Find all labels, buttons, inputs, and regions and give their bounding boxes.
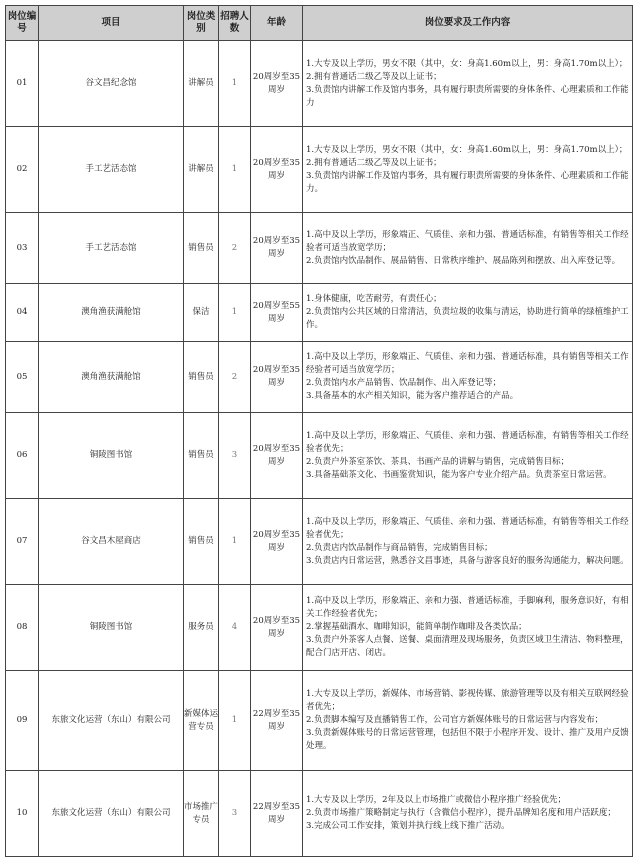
post-type-cell: 讲解员 (184, 41, 219, 127)
requirements-cell (303, 342, 633, 413)
table-row (6, 342, 633, 413)
age-cell: 20周岁至35周岁 (251, 413, 303, 499)
requirements-cell (303, 127, 633, 213)
post-id-cell: 01 (6, 41, 39, 127)
requirement-line: 1.大专及以上学历，男女不限（其中，女：身高1.60m以上，男：身高1.70m以上）； (306, 58, 628, 69)
requirement-line: 1.身体健康，吃苦耐劳，有责任心； (306, 294, 442, 304)
requirements-cell (303, 284, 633, 342)
requirements-cell (303, 213, 633, 284)
header-project: 项目 (39, 6, 184, 41)
post-id-cell: 05 (6, 342, 39, 413)
requirements-cell (303, 413, 633, 499)
age-cell: 20周岁至35周岁 (251, 213, 303, 284)
project-cell: 澳角渔获满舱馆 (39, 342, 184, 413)
requirement-line: 3.负责馆内讲解工作及馆内事务，具有履行职责所需要的身体条件、心理素质和工作能力 (306, 84, 629, 108)
post-id-cell: 08 (6, 585, 39, 671)
requirement-line: 3.负责新媒体账号的日常运营管理，包括但不限于小程序开发、设计、推广及用户反馈处理。 (306, 728, 629, 751)
table-row (6, 41, 633, 127)
table-body (6, 41, 633, 857)
table-row (6, 284, 633, 342)
header-recruit-count: 招聘人数 (219, 6, 251, 41)
requirement-line: 1.大专及以上学历，新媒体、市场营销、影视传媒、旅游管理等以及有相关互联网经验者优先； (306, 689, 629, 712)
requirement-line: 3.负责馆内讲解工作及馆内事务，具有履行职责所需要的身体条件、心理素质和工作能力。 (306, 170, 629, 194)
requirement-line: 3.负责店内日常运营，熟悉谷文昌事迹，具备与游客良好的服务沟通能力，解决问题。 (306, 555, 629, 566)
requirement-line: 2.拥有普通话二级乙等及以上证书； (306, 157, 442, 168)
requirements-cell (303, 671, 633, 771)
requirement-line: 2.负责馆内公共区域的日常清洁，负责垃圾的收集与清运，协助进行简单的绿植维护工作。 (306, 307, 629, 330)
requirement-line: 2.掌握基础酒水、咖啡知识，能简单制作咖啡及各类饮品； (306, 622, 527, 632)
post-type-cell: 销售员 (184, 342, 219, 413)
project-cell: 手工艺活态馆 (39, 213, 184, 284)
recruit-count-cell: 2 (219, 342, 251, 413)
requirement-line: 2.负责脚本编写及直播销售工作，公司官方新媒体账号的日常运营与内容发布； (306, 715, 604, 725)
table-header (6, 6, 633, 41)
age-cell: 20周岁至55周岁 (251, 284, 303, 342)
post-id-cell: 07 (6, 499, 39, 585)
recruit-count-cell: 4 (219, 585, 251, 671)
post-id-cell: 09 (6, 671, 39, 771)
header-post-type: 岗位类别 (184, 6, 219, 41)
requirement-line: 2.负责馆内饮品制作、展品销售、日常秩序维护、展品陈列和摆放、出入库登记等。 (306, 255, 621, 266)
requirement-line: 2.负责户外茶室茶饮、茶具、书画产品的讲解与销售，完成销售目标； (306, 456, 570, 467)
post-type-cell: 保洁 (184, 284, 219, 342)
requirement-line: 1.高中及以上学历，形象端正、气质佳、亲和力强、普通话标准，有销售等相关工作经验者优先； (306, 516, 629, 540)
header-age: 年龄 (251, 6, 303, 41)
table-row (6, 585, 633, 671)
requirement-line: 1.高中及以上学历，形象端正、亲和力强、普通话标准，手脚麻利，服务意识好，有相关工作经验者优先； (306, 596, 629, 619)
job-table (5, 5, 633, 857)
age-cell: 22周岁至35周岁 (251, 671, 303, 771)
requirements-cell (303, 41, 633, 127)
header-requirements: 岗位要求及工作内容 (303, 6, 633, 41)
table-row (6, 499, 633, 585)
post-type-cell: 市场推广专员 (184, 771, 219, 857)
age-cell: 20周岁至35周岁 (251, 342, 303, 413)
project-cell: 铜陵图书馆 (39, 585, 184, 671)
recruit-count-cell: 1 (219, 284, 251, 342)
table-row (6, 771, 633, 857)
requirements-cell (303, 771, 633, 857)
requirement-line: 2.负责市场推广策略制定与执行（含微信小程序），提升品牌知名度和用户活跃度； (306, 808, 616, 818)
recruit-count-cell: 1 (219, 41, 251, 127)
post-id-cell: 04 (6, 284, 39, 342)
project-cell: 东旅文化运营（东山）有限公司 (39, 771, 184, 857)
recruit-count-cell: 1 (219, 499, 251, 585)
requirement-line: 3.具备基本的水产相关知识，能为客户推荐适合的产品。 (306, 391, 519, 401)
project-cell: 谷文昌木屋商店 (39, 499, 184, 585)
header-post-id: 岗位编号 (6, 6, 39, 41)
requirements-cell (303, 585, 633, 671)
table-row (6, 213, 633, 284)
requirement-line: 1.大专及以上学历，2年及以上市场推广或微信小程序推广经验优先； (306, 795, 567, 805)
recruit-count-cell: 3 (219, 413, 251, 499)
table-row (6, 127, 633, 213)
post-id-cell: 03 (6, 213, 39, 284)
post-type-cell: 讲解员 (184, 127, 219, 213)
post-type-cell: 销售员 (184, 413, 219, 499)
table-row (6, 413, 633, 499)
recruit-count-cell: 1 (219, 127, 251, 213)
age-cell: 20周岁至35周岁 (251, 41, 303, 127)
post-id-cell: 10 (6, 771, 39, 857)
requirement-line: 1.高中及以上学历，形象端正、气质佳、亲和力强、普通话标准，有销售等相关工作经验者优先； (306, 430, 629, 454)
age-cell: 22周岁至35周岁 (251, 771, 303, 857)
post-type-cell: 新媒体运营专员 (184, 671, 219, 771)
requirement-line: 1.大专及以上学历，男女不限（其中，女：身高1.60m以上，男：身高1.70m以上）； (306, 144, 628, 155)
project-cell: 谷文昌纪念馆 (39, 41, 184, 127)
project-cell: 澳角渔获满舱馆 (39, 284, 184, 342)
project-cell: 铜陵图书馆 (39, 413, 184, 499)
age-cell: 20周岁至35周岁 (251, 585, 303, 671)
requirements-cell (303, 499, 633, 585)
table-row (6, 671, 633, 771)
post-type-cell: 服务员 (184, 585, 219, 671)
post-type-cell: 销售员 (184, 499, 219, 585)
project-cell: 手工艺活态馆 (39, 127, 184, 213)
requirement-line: 3.完成公司工作安排，策划并执行线上线下推广活动。 (306, 821, 510, 831)
post-id-cell: 02 (6, 127, 39, 213)
age-cell: 20周岁至35周岁 (251, 499, 303, 585)
recruit-count-cell: 3 (219, 771, 251, 857)
recruit-count-cell: 1 (219, 671, 251, 771)
requirement-line: 3.具备基础茶文化、书画鉴赏知识，能为客户专业介绍产品。负责茶室日常运营。 (306, 469, 612, 480)
post-type-cell: 销售员 (184, 213, 219, 284)
requirement-line: 1.高中及以上学历，形象端正、气质佳、亲和力强、普通话标准，具有销售等相关工作经验者可适当放宽学历； (306, 352, 629, 375)
recruit-count-cell: 2 (219, 213, 251, 284)
age-cell: 20周岁至35周岁 (251, 127, 303, 213)
requirement-line: 2.拥有普通话二级乙等及以上证书； (306, 71, 442, 82)
requirement-line: 3.负责户外茶客人点餐、送餐、桌面清理及现场服务，负责区域卫生清洁、物料整理，配合门店开店、闭店。 (306, 635, 629, 658)
requirement-line: 2.负责馆内水产品销售、饮品制作、出入库登记等； (306, 378, 502, 388)
post-id-cell: 06 (6, 413, 39, 499)
requirement-line: 2.负责店内饮品制作与商品销售，完成销售目标； (306, 542, 493, 553)
requirement-line: 1.高中及以上学历，形象端正、气质佳、亲和力强、普通话标准，有销售等相关工作经验者可适当放宽学历； (306, 229, 629, 253)
project-cell: 东旅文化运营（东山）有限公司 (39, 671, 184, 771)
